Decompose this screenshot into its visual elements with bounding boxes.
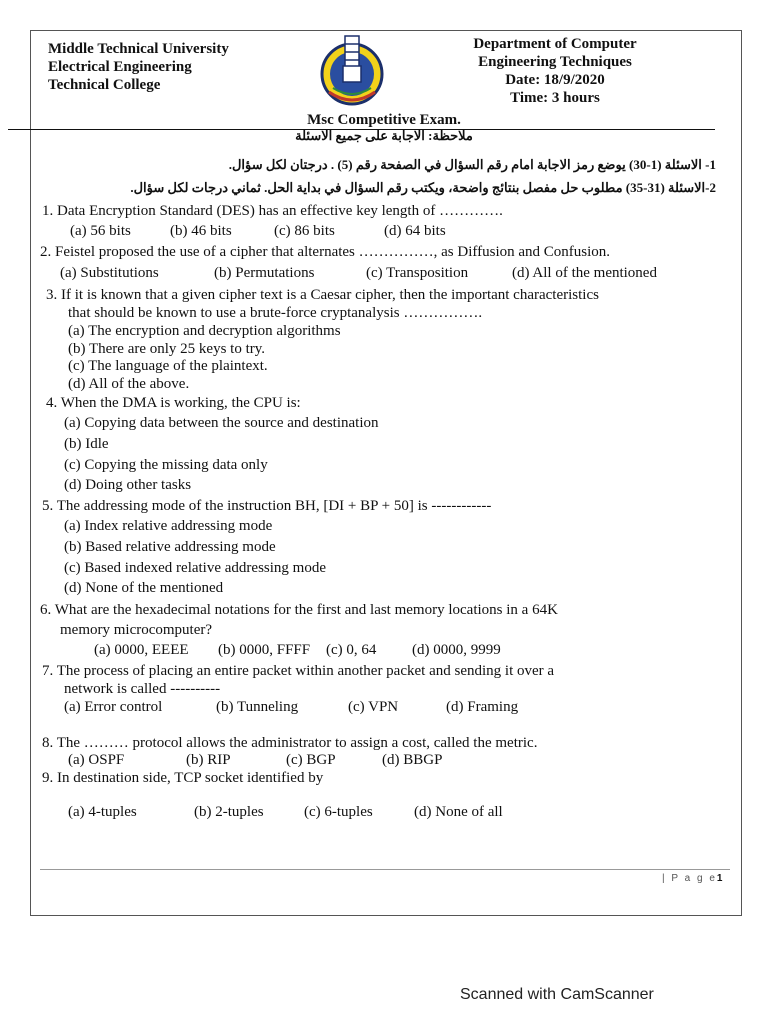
q2-option-a: (a) Substitutions	[60, 265, 159, 281]
q8-option-d: (d) BBGP	[382, 752, 443, 768]
q8-option-a: (a) OSPF	[68, 752, 125, 768]
q6-option-d: (d) 0000, 9999	[412, 642, 501, 658]
question-7-cont: network is called ----------	[64, 681, 221, 697]
page-number	[662, 873, 724, 884]
question-9: 9. In destination side, TCP socket identified by	[42, 770, 324, 786]
q9-option-d: (d) None of all	[414, 804, 503, 820]
q3-option-a: (a) The encryption and decryption algorithms	[68, 323, 341, 339]
department-name: Electrical Engineering	[48, 59, 192, 75]
dept-techniques: Engineering Techniques	[478, 54, 632, 70]
q1-option-a: (a) 56 bits	[70, 223, 131, 239]
q6-option-a: (a) 0000, EEEE	[94, 642, 189, 658]
q5-option-d: (d) None of the mentioned	[64, 580, 224, 596]
q4-option-c: (c) Copying the missing data only	[64, 457, 268, 473]
dept-computer: Department of Computer	[473, 36, 637, 52]
exam-title: Msc Competitive Exam.	[307, 112, 461, 128]
q9-option-c: (c) 6-tuples	[304, 804, 373, 820]
question-6-cont: memory microcomputer?	[60, 622, 213, 638]
arabic-instruction-2: 2-الاسئلة (31-35) مطلوب حل مفصل بنتائج واضحة، ويكتب رقم السؤال في بداية الحل. ثماني درجات لكل سؤال.	[130, 180, 716, 195]
q5-option-c: (c) Based indexed relative addressing mode	[64, 560, 326, 576]
exam-info-header	[440, 35, 670, 107]
q3-option-c: (c) The language of the plaintext.	[68, 358, 268, 374]
question-3-cont: that should be known to use a brute-force cryptanalysis …………….	[68, 305, 483, 321]
q2-option-c: (c) Transposition	[366, 265, 469, 281]
exam-date: Date: 18/9/2020	[505, 72, 605, 88]
q4-option-a: (a) Copying data between the source and destination	[64, 415, 379, 431]
q5-option-a: (a) Index relative addressing mode	[64, 518, 273, 534]
q9-option-a: (a) 4-tuples	[68, 804, 137, 820]
footer-divider	[40, 869, 730, 870]
q2-option-b: (b) Permutations	[214, 265, 315, 281]
question-4: 4. When the DMA is working, the CPU is:	[46, 395, 301, 411]
arabic-instruction-1: 1- الاسئلة (1-30) يوضع رمز الاجابة امام رقم السؤال في الصفحة رقم (5) . درجتان لكل سؤال.	[228, 157, 716, 172]
q1-option-b: (b) 46 bits	[170, 223, 232, 239]
university-header	[48, 40, 229, 94]
question-3: 3. If it is known that a given cipher text is a Caesar cipher, then the important characteristics	[46, 287, 599, 303]
q9-option-b: (b) 2-tuples	[194, 804, 264, 820]
q3-option-d: (d) All of the above.	[68, 376, 190, 392]
q4-option-b: (b) Idle	[64, 436, 109, 452]
q1-option-c: (c) 86 bits	[274, 223, 335, 239]
exam-duration: Time: 3 hours	[510, 90, 600, 106]
question-8: 8. The ……… protocol allows the administrator to assign a cost, called the metric.	[42, 735, 538, 751]
camscanner-watermark: Scanned with CamScanner	[460, 986, 654, 1003]
q7-option-d: (d) Framing	[446, 699, 519, 715]
page-number-value: 1	[716, 873, 725, 884]
q6-option-b: (b) 0000, FFFF	[218, 642, 311, 658]
q8-option-c: (c) BGP	[286, 752, 336, 768]
q7-option-a: (a) Error control	[64, 699, 163, 715]
q7-option-c: (c) VPN	[348, 699, 399, 715]
university-logo-icon	[315, 30, 389, 110]
q2-option-d: (d) All of the mentioned	[512, 265, 657, 281]
page-bar: |	[662, 873, 672, 884]
question-7: 7. The process of placing an entire packet within another packet and sending it over a	[42, 663, 555, 679]
q6-option-c: (c) 0, 64	[326, 642, 377, 658]
q3-option-b: (b) There are only 25 keys to try.	[68, 341, 266, 357]
arabic-note: ملاحظة: الاجابة على جميع الاسئلة	[295, 128, 473, 143]
question-1: 1. Data Encryption Standard (DES) has an effective key length of ………….	[42, 203, 503, 219]
q8-option-b: (b) RIP	[186, 752, 231, 768]
college-name: Technical College	[48, 77, 161, 93]
q5-option-b: (b) Based relative addressing mode	[64, 539, 276, 555]
q4-option-d: (d) Doing other tasks	[64, 477, 192, 493]
university-name: Middle Technical University	[48, 41, 229, 57]
question-6: 6. What are the hexadecimal notations for the first and last memory locations in a 64K	[40, 602, 558, 618]
question-5: 5. The addressing mode of the instruction BH, [DI + BP + 50] is ------------	[42, 498, 492, 514]
q7-option-b: (b) Tunneling	[216, 699, 299, 715]
page-label: P a g e	[671, 873, 717, 884]
q1-option-d: (d) 64 bits	[384, 223, 446, 239]
question-2: 2. Feistel proposed the use of a cipher that alternates ……………, as Diffusion and Confusion.	[40, 244, 611, 260]
